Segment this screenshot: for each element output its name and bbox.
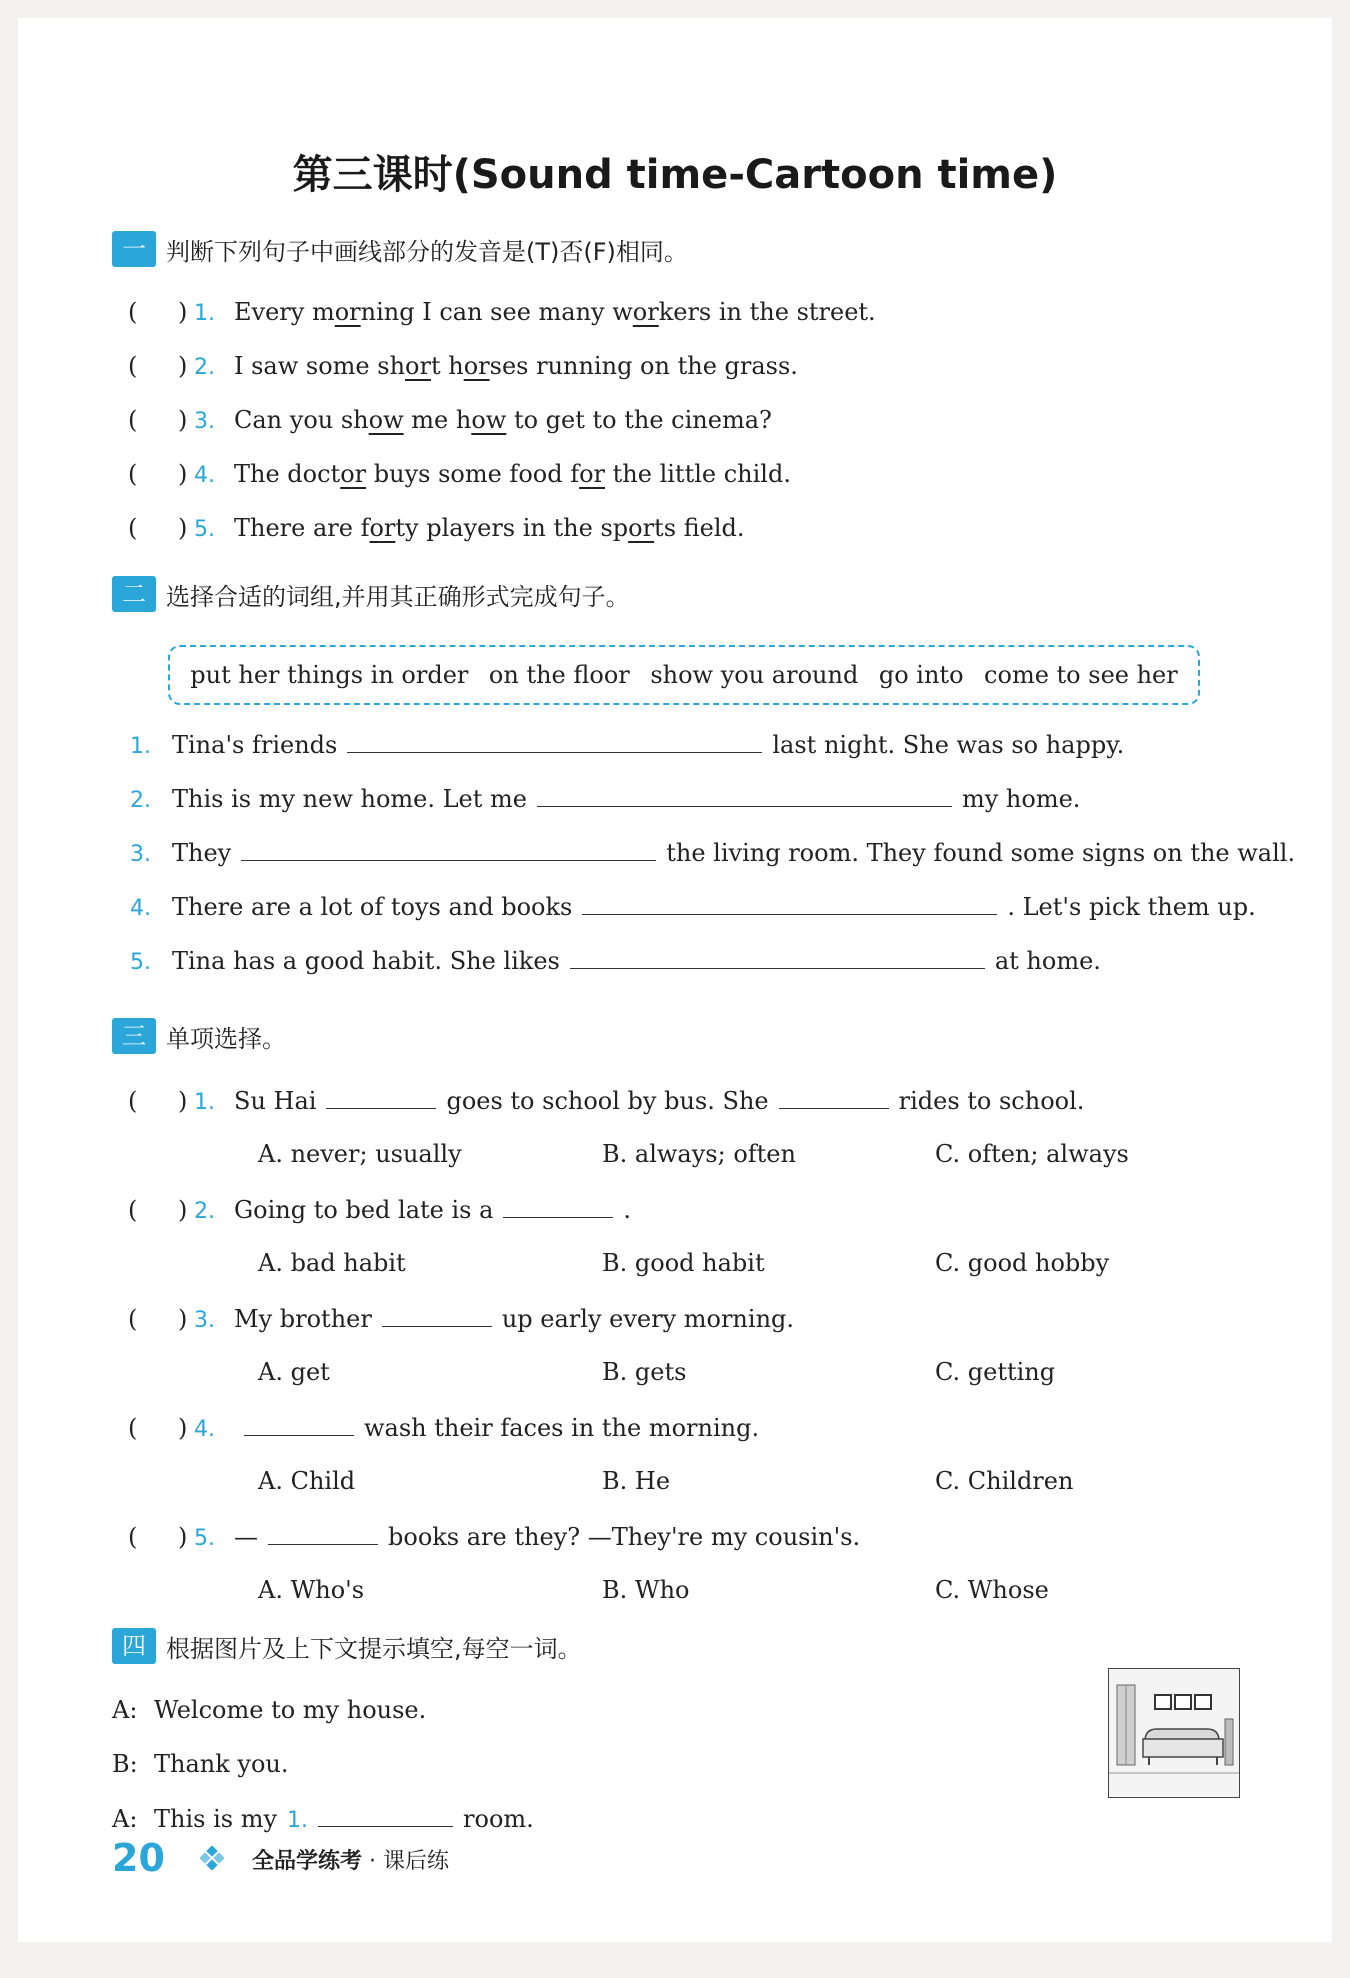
judgment-row <box>128 298 876 326</box>
answer-paren-open[interactable]: ( <box>128 1523 138 1551</box>
sentence-part: This is my new home. Let me <box>172 785 527 813</box>
question-text: . <box>623 1196 632 1224</box>
page-number: 20 <box>112 1836 165 1880</box>
section-2-title: 选择合适的词组,并用其正确形式完成句子。 <box>166 582 630 611</box>
choice-question-row <box>128 1522 860 1551</box>
section-3-header <box>112 1018 286 1054</box>
question-number: 2. <box>130 788 151 813</box>
answer-blank[interactable] <box>347 730 762 753</box>
dialogue-text: This is my <box>154 1805 278 1833</box>
fill-blank-row <box>130 892 1256 921</box>
choice-option[interactable]: B. Who <box>602 1576 690 1604</box>
question-number: 3. <box>194 409 215 434</box>
choice-option[interactable]: C. good hobby <box>935 1249 1110 1277</box>
living-room-picture <box>1108 1668 1240 1798</box>
underlined-part: or <box>340 460 367 488</box>
answer-paren-close: ) <box>178 1196 188 1224</box>
answer-paren-close: ) <box>178 406 188 434</box>
underlined-part: or <box>632 298 659 326</box>
choice-option[interactable]: A. never; usually <box>258 1140 462 1168</box>
speaker-label: A: <box>112 1696 138 1724</box>
underlined-part: or <box>463 352 490 380</box>
choice-question-row <box>128 1413 759 1442</box>
question-number: 1. <box>194 301 215 326</box>
sentence <box>234 352 798 380</box>
section-4-title: 根据图片及上下文提示填空,每空一词。 <box>166 1634 582 1663</box>
brand-separator: · <box>369 1849 377 1874</box>
answer-blank[interactable] <box>582 892 997 915</box>
question-text: goes to school by bus. She <box>446 1087 769 1115</box>
underlined-part: or <box>369 514 396 542</box>
question-number: 4. <box>194 463 215 488</box>
living-room-illustration <box>1109 1669 1239 1797</box>
section-3-badge: 三 <box>112 1018 156 1054</box>
sentence-part: me h <box>403 406 472 434</box>
sentence-part: They <box>172 839 232 867</box>
sentence <box>234 514 745 542</box>
choice-question-row <box>128 1086 1084 1115</box>
speaker-label: B: <box>112 1750 138 1778</box>
sentence-part: m <box>311 298 335 326</box>
question-text: — <box>234 1523 258 1551</box>
answer-paren-open[interactable]: ( <box>128 1305 138 1333</box>
sentence <box>234 298 876 326</box>
answer-paren-close: ) <box>178 352 188 380</box>
question-number: 3. <box>130 842 151 867</box>
answer-blank[interactable] <box>382 1304 492 1327</box>
sentence-part: ts field. <box>654 514 745 542</box>
choice-option[interactable]: B. He <box>602 1467 671 1495</box>
word-bank-item: show you around <box>650 661 859 689</box>
answer-paren-open[interactable]: ( <box>128 1196 138 1224</box>
answer-paren-close: ) <box>178 1087 188 1115</box>
sentence-part: my home. <box>961 785 1081 813</box>
question-text: books are they? —They're my cousin's. <box>388 1523 861 1551</box>
section-2-badge: 二 <box>112 576 156 612</box>
fill-blank-row <box>130 946 1101 975</box>
choice-option[interactable]: B. good habit <box>602 1249 765 1277</box>
sentence-part: There are a lot of toys and books <box>172 893 573 921</box>
dialogue-text: Welcome to my house. <box>154 1696 427 1724</box>
sentence <box>234 460 791 488</box>
answer-paren-close: ) <box>178 1414 188 1442</box>
sentence-part: buys some food f <box>366 460 580 488</box>
word-bank-item: go into <box>878 661 964 689</box>
blank-number: 1. <box>287 1808 309 1833</box>
section-2-header <box>112 576 630 612</box>
choice-option[interactable]: A. get <box>258 1358 330 1386</box>
choice-option[interactable]: A. Who's <box>258 1576 365 1604</box>
sentence-part: There are f <box>234 514 370 542</box>
question-number: 2. <box>194 355 215 380</box>
section-3-title: 单项选择。 <box>166 1024 286 1053</box>
underlined-part: or <box>334 298 361 326</box>
sentence <box>234 406 772 434</box>
answer-blank[interactable] <box>241 838 656 861</box>
section-1-header <box>112 231 688 267</box>
fill-blank-row <box>130 838 1295 867</box>
question-text: rides to school. <box>898 1087 1085 1115</box>
question-number: 1. <box>194 1090 215 1115</box>
choice-option[interactable]: C. often; always <box>935 1140 1129 1168</box>
choice-option[interactable]: C. Children <box>935 1467 1074 1495</box>
choice-option[interactable]: C. Whose <box>935 1576 1049 1604</box>
answer-paren-close: ) <box>178 298 188 326</box>
question-number: 4. <box>130 896 151 921</box>
choice-option[interactable]: B. always; often <box>602 1140 796 1168</box>
sentence-part: Can you sh <box>234 406 369 434</box>
underlined-part: ow <box>368 406 404 434</box>
sentence-part: to get to the cinema? <box>506 406 772 434</box>
sentence-part: ses running on the grass. <box>489 352 798 380</box>
question-number: 2. <box>194 1199 215 1224</box>
sentence-part: ning I can see many w <box>360 298 633 326</box>
underlined-part: or <box>579 460 606 488</box>
speaker-label: A: <box>112 1805 138 1833</box>
answer-paren-close: ) <box>178 460 188 488</box>
underlined-part: or <box>405 352 431 380</box>
answer-blank[interactable] <box>779 1086 889 1109</box>
answer-blank[interactable] <box>503 1195 613 1218</box>
sentence-part: Tina's friends <box>172 731 338 759</box>
answer-paren-open[interactable]: ( <box>128 460 138 488</box>
question-number: 4. <box>194 1417 215 1442</box>
choice-option[interactable]: A. bad habit <box>258 1249 406 1277</box>
page-title: 第三课时(Sound time-Cartoon time) <box>292 152 1058 198</box>
section-4-header <box>112 1628 582 1664</box>
dialogue-text: room. <box>463 1805 534 1833</box>
word-bank-box <box>168 645 1200 705</box>
section-4-badge: 四 <box>112 1628 156 1664</box>
underlined-part: ow <box>471 406 507 434</box>
dialogue-line <box>112 1696 426 1724</box>
dialogue-text: Thank you. <box>154 1750 289 1778</box>
sentence-part: the little child. <box>605 460 791 488</box>
question-text: Su Hai <box>234 1087 317 1115</box>
word-bank-item: on the floor <box>488 661 630 689</box>
choice-question-row <box>128 1195 631 1224</box>
question-text: up early every morning. <box>501 1305 795 1333</box>
answer-paren-open[interactable]: ( <box>128 406 138 434</box>
choice-option[interactable]: A. Child <box>258 1467 356 1495</box>
answer-blank[interactable] <box>268 1522 378 1545</box>
answer-blank[interactable] <box>537 784 952 807</box>
choice-option[interactable]: C. getting <box>935 1358 1056 1386</box>
question-number: 5. <box>130 950 151 975</box>
answer-paren-open[interactable]: ( <box>128 298 138 326</box>
word-bank-item: come to see her <box>984 661 1178 689</box>
answer-blank[interactable] <box>318 1804 453 1827</box>
judgment-row <box>128 406 772 434</box>
dialogue-line <box>112 1804 534 1833</box>
answer-paren-open[interactable]: ( <box>128 1414 138 1442</box>
question-number: 1. <box>130 734 151 759</box>
dialogue-line <box>112 1750 289 1778</box>
question-text: Going to bed late is a <box>234 1196 494 1224</box>
choice-question-row <box>128 1304 794 1333</box>
section-1-title: 判断下列句子中画线部分的发音是(T)否(F)相同。 <box>166 237 688 266</box>
answer-paren-open[interactable]: ( <box>128 352 138 380</box>
question-number: 5. <box>194 1526 215 1551</box>
section-1-badge: 一 <box>112 231 156 267</box>
sentence-part: Every <box>234 298 312 326</box>
question-number: 3. <box>194 1308 215 1333</box>
answer-blank[interactable] <box>244 1413 354 1436</box>
answer-paren-open[interactable]: ( <box>128 514 138 542</box>
sentence-part: last night. She was so happy. <box>772 731 1125 759</box>
sentence-part: the living room. They found some signs on the wall. <box>666 839 1296 867</box>
brand-sub: 课后练 <box>383 1849 450 1874</box>
fill-blank-row <box>130 784 1080 813</box>
answer-paren-close: ) <box>178 1523 188 1551</box>
sentence-part: at home. <box>994 947 1101 975</box>
judgment-row <box>128 460 791 488</box>
answer-paren-open[interactable]: ( <box>128 1087 138 1115</box>
sentence-part: t h <box>430 352 464 380</box>
question-text: My brother <box>234 1305 372 1333</box>
sentence-part: ty players in the sp <box>395 514 629 542</box>
sentence-part: I saw some sh <box>234 352 406 380</box>
worksheet-page <box>18 18 1332 1942</box>
fill-blank-row <box>130 730 1124 759</box>
answer-paren-close: ) <box>178 514 188 542</box>
judgment-row <box>128 352 798 380</box>
sentence-part: Tina has a good habit. She likes <box>172 947 560 975</box>
question-number: 5. <box>194 517 215 542</box>
underlined-part: or <box>628 514 655 542</box>
sentence-part: kers in the street. <box>658 298 876 326</box>
footer-brand <box>252 1844 449 1875</box>
diamond-logo-icon <box>200 1846 224 1874</box>
choice-option[interactable]: B. gets <box>602 1358 687 1386</box>
question-text: wash their faces in the morning. <box>364 1414 760 1442</box>
answer-blank[interactable] <box>570 946 985 969</box>
answer-blank[interactable] <box>326 1086 436 1109</box>
judgment-row <box>128 514 745 542</box>
sentence-part: . Let's pick them up. <box>1007 893 1256 921</box>
sentence-part: The doct <box>234 460 341 488</box>
brand-name: 全品学练考 <box>252 1849 363 1874</box>
word-bank-item: put her things in order <box>190 661 469 689</box>
answer-paren-close: ) <box>178 1305 188 1333</box>
